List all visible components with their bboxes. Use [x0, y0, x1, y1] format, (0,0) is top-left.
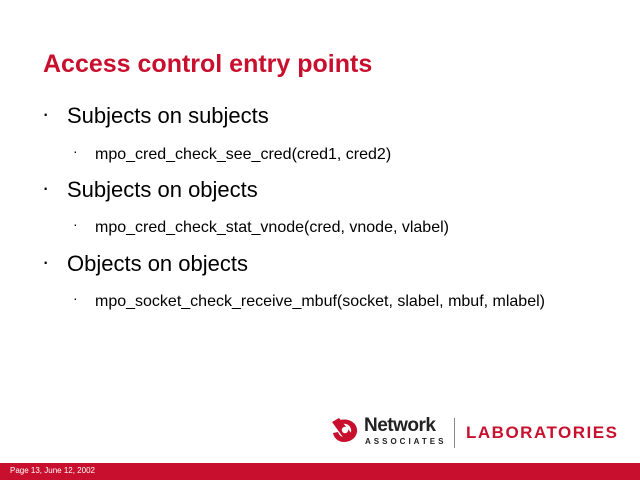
- slide-title: Access control entry points: [43, 50, 373, 78]
- bullet-text: Objects on objects: [67, 251, 248, 276]
- logo-company-subtitle: ASSOCIATES: [365, 437, 447, 446]
- logo-division-name: LABORATORIES: [466, 423, 619, 442]
- sub-bullet-text: mpo_cred_check_see_cred(cred1, cred2): [95, 146, 392, 163]
- logo-company-name: Network: [364, 415, 436, 436]
- footer-page-info: Page 13, June 12, 2002: [10, 466, 95, 475]
- bullet-marker: ·: [42, 175, 50, 200]
- sub-bullet-marker: ·: [73, 290, 78, 306]
- sub-bullet-text: mpo_cred_check_stat_vnode(cred, vnode, vlabel): [95, 219, 449, 236]
- network-associates-logo-icon: [330, 416, 360, 444]
- sub-bullet-marker: ·: [73, 143, 78, 159]
- company-logo: [330, 414, 630, 450]
- bullet-text: Subjects on objects: [67, 177, 258, 202]
- logo-divider: [454, 418, 455, 448]
- bullet-marker: ·: [42, 101, 50, 126]
- bullet-marker: ·: [42, 249, 50, 274]
- sub-bullet-text: mpo_socket_check_receive_mbuf(socket, slabel, mbuf, mlabel): [95, 293, 545, 310]
- sub-bullet-marker: ·: [73, 216, 78, 232]
- footer-bar: [0, 463, 640, 480]
- bullet-text: Subjects on subjects: [67, 103, 269, 128]
